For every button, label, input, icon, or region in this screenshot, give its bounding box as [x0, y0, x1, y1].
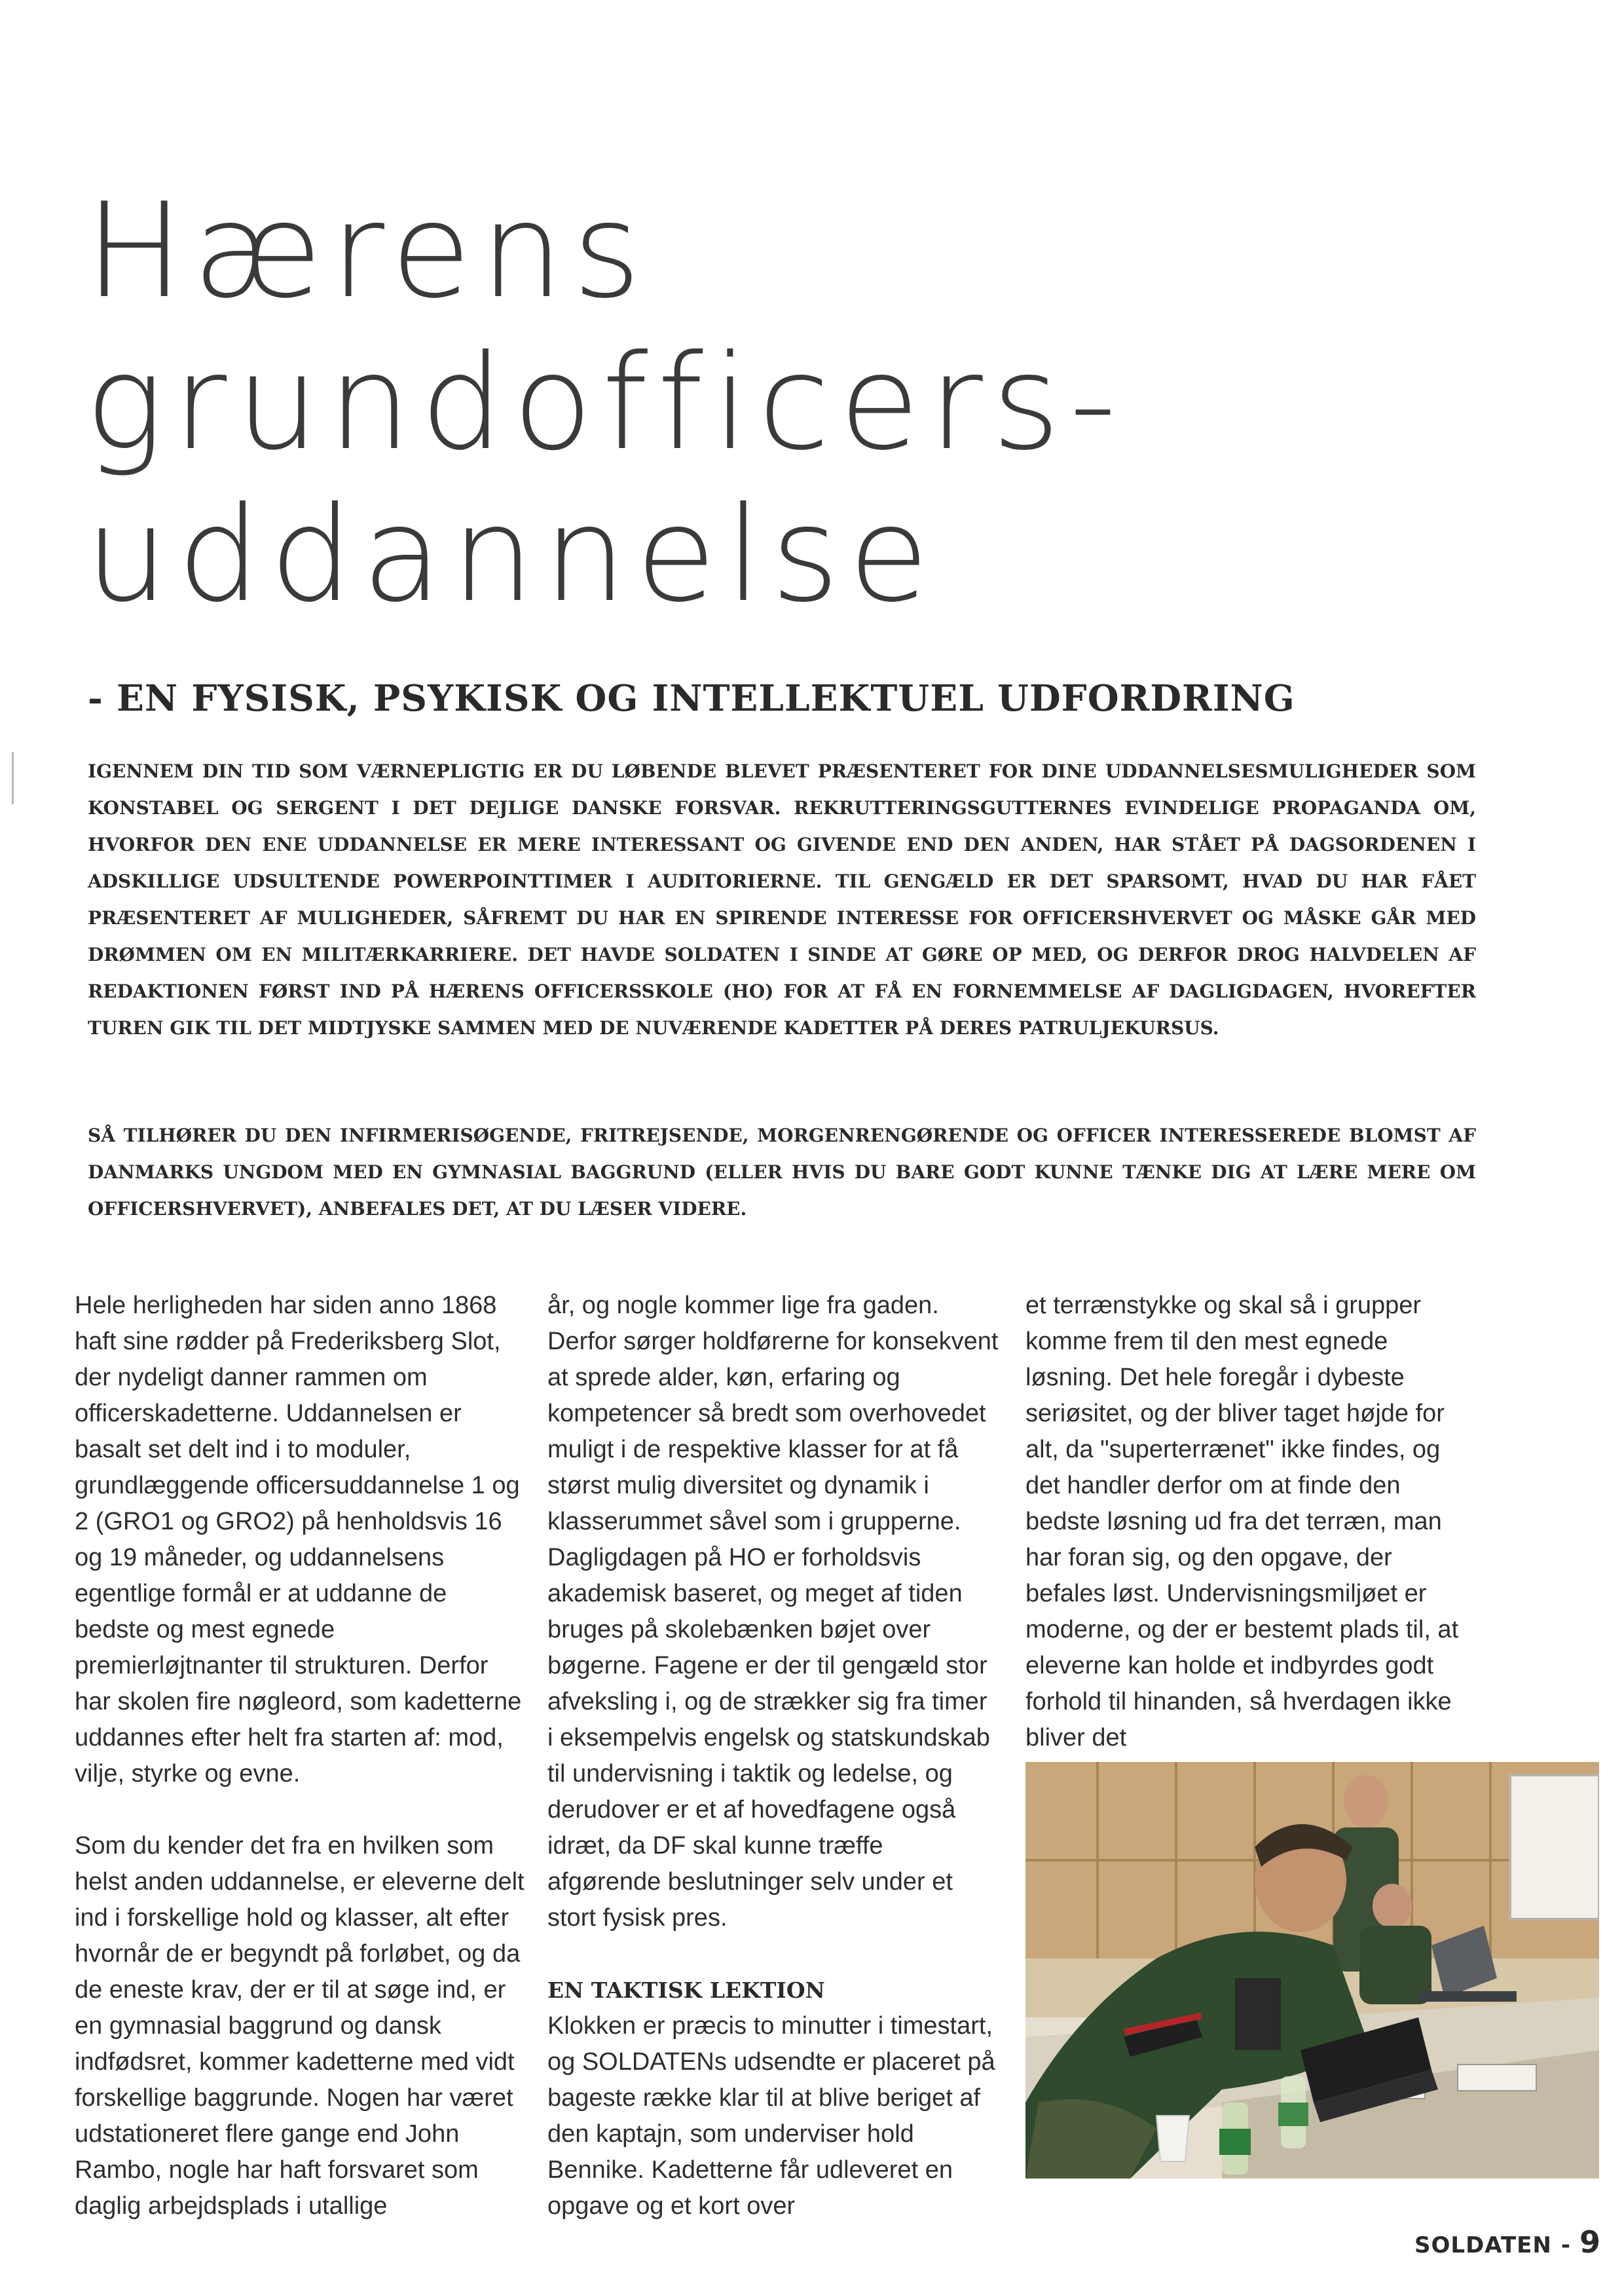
margin-mark [12, 752, 14, 804]
body-paragraph: år, og nogle kommer lige fra gaden. Derfor sørger holdførerne for konsekvent at sprede alder, køn, erfaring og kompetencer så bredt som overhovedet muligt i de respektive klasser for at få størst mulig diversitet og dynamik i klasserummet såvel som i grupperne. Dagligdagen på HO er forholdsvis akademisk baseret, og meget af tiden bruges på skolebænken bøjet over bøgerne. Fagene er der til gengæld stor afveksling i, og de strækker sig fra timer i eksempelvis engelsk og statskundskab til undervisning i taktik og ledelse, og derudover er et af hovedfagene også idræt, da DF skal kunne træffe afgørende beslutninger selv under et stort fysisk pres. [547, 1292, 999, 1932]
body-paragraph: Klokken er præcis to minutter i timestart, og SOLDATENs udsendte er placeret på bageste række klar til at blive beriget af den kaptajn, som underviser hold Bennike. Kadetterne får udleveret en opgave og et kort over [547, 2012, 995, 2220]
article-title [85, 176, 1526, 631]
classroom-photo-illustration [1025, 1762, 1599, 2179]
body-paragraph: et terrænstykke og skal så i grupper komme frem til den mest egnede løsning. Det hele foregår i dybeste seriøsitet, og der bliver taget højde for alt, da "superterrænet" ikke findes, og det handler derfor om at finde den bedste løsning ud fra det terræn, man har foran sig, og den opgave, der befales løst. Undervisningsmiljøet er moderne, og der er bestemt plads til, at eleverne kan holde et indbyrdes godt forhold til hinanden, så hverdagen ikke bliver det [1025, 1292, 1459, 1751]
body-column-2 [547, 1288, 999, 2224]
footer-separator: - [1560, 2232, 1570, 2258]
body-column-1 [75, 1288, 526, 2224]
title-line-2: grundofficers- [85, 327, 1126, 479]
body-paragraph: Som du kender det fra en hvilken som helst anden uddannelse, er eleverne delt ind i forskellige hold og klasser, alt efter hvornår de er begyndt på forløbet, og da de eneste krav, der er til at søge ind, er en gymnasial baggrund og dansk indfødsret, kommer kadetterne med vidt forskellige baggrunde. Nogen har været udstationeret flere gange end John Rambo, nogle har haft forsvaret som daglig arbejdsplads i utallige [75, 1832, 525, 2220]
intro-paragraph-1: IGENNEM DIN TID SOM VÆRNEPLIGTIG ER DU LØBENDE BLEVET PRÆSENTERET FOR DINE UDDANNELSESMULIGHEDER SOM KONSTABEL OG SERGENT I DET DEJLIGE DANSKE FORSVAR. REKRUTTERINGSGUTTERNES EVINDELIGE PROPAGANDA OM, HVORFOR DEN ENE UDDANNELSE ER MERE INTERESSANT OG GIVENDE END DEN ANDEN, HAR STÅET PÅ DAGSORDENEN I ADSKILLIGE UDSULTENDE POWERPOINTTIMER I AUDITORIERNE. TIL GENGÆLD ER DET SPARSOMT, HVAD DU HAR FÅET PRÆSENTERET AF MULIGHEDER, SÅFREMT DU HAR EN SPIRENDE INTERESSE FOR OFFICERSHVERVET OG MÅSKE GÅR MED DRØMMEN OM EN MILITÆRKARRIERE. DET HAVDE SOLDATEN I SINDE AT GØRE OP MED, OG DERFOR DROG HALVDELEN AF REDAKTIONEN FØRST IND PÅ HÆRENS OFFICERSSKOLE (HO) FOR AT FÅ EN FORNEMMELSE AF DAGLIGDAGEN, HVOREFTER TUREN GIK TIL DET MIDTJYSKE SAMMEN MED DE NUVÆRENDE KADETTER PÅ DERES PATRULJEKURSUS. [88, 760, 1476, 1039]
article-subtitle: - EN FYSISK, PSYKISK OG INTELLEKTUEL UDFORDRING [88, 677, 1295, 719]
page-footer [1414, 2224, 1600, 2261]
title-line-1: Hærens [85, 175, 650, 327]
magazine-name: SOLDATEN [1414, 2232, 1552, 2258]
classroom-photo [1025, 1762, 1599, 2179]
intro-paragraph-2: SÅ TILHØRER DU DEN INFIRMERISØGENDE, FRITREJSENDE, MORGENRENGØRENDE OG OFFICER INTERESSEREDE BLOMST AF DANMARKS UNGDOM MED EN GYMNASIAL BAGGRUND (ELLER HVIS DU BARE GODT KUNNE TÆNKE DIG AT LÆRE MERE OM OFFICERSHVERVET), ANBEFALES DET, AT DU LÆSER VIDERE. [88, 1125, 1476, 1220]
body-paragraph: Hele herligheden har siden anno 1868 haft sine rødder på Frederiksberg Slot, der nydeligt danner rammen om officerskadetterne. Uddannelsen er basalt set delt ind i to moduler, grundlæggende officersuddannelse 1 og 2 (GRO1 og GRO2) på henholdsvis 16 og 19 måneder, og uddannelsens egentlige formål er at uddanne de bedste og mest egnede premierløjtnanter til strukturen. Derfor har skolen fire nøgleord, som kadetterne uddannes efter helt fra starten af: mod, vilje, styrke og evne. [75, 1292, 522, 1787]
title-line-3: uddannelse [85, 479, 938, 631]
body-column-3 [1025, 1288, 1477, 1756]
page-number: 9 [1579, 2224, 1600, 2260]
section-heading: EN TAKTISK LEKTION [547, 1977, 825, 2003]
